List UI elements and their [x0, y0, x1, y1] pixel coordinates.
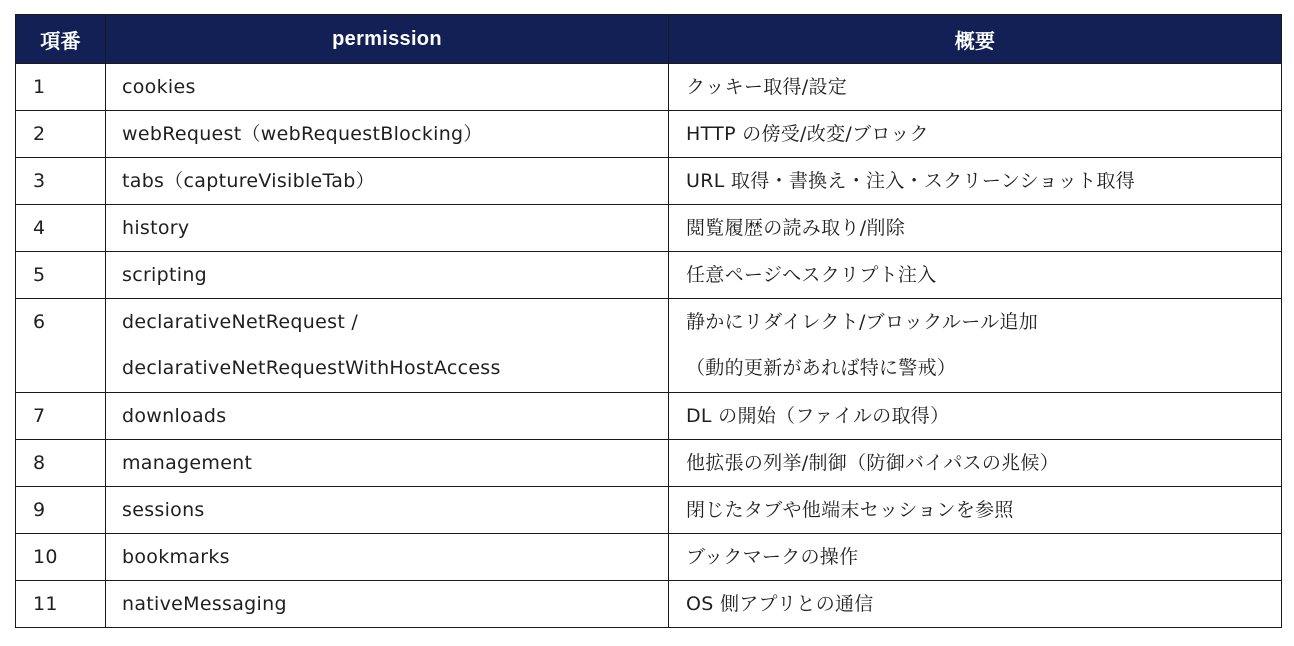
row-permission: management [106, 440, 669, 487]
row-number: 4 [16, 205, 106, 252]
row-number: 9 [16, 487, 106, 534]
row-summary: DL の開始（ファイルの取得） [669, 393, 1282, 440]
header-permission: permission [106, 15, 669, 64]
row-summary: URL 取得・書換え・注入・スクリーンショット取得 [669, 158, 1282, 205]
row-number: 7 [16, 393, 106, 440]
permissions-table [15, 14, 1282, 628]
row-permission: nativeMessaging [106, 581, 669, 628]
table-row [16, 487, 1282, 534]
row-permission [106, 299, 669, 393]
row-summary: クッキー取得/設定 [669, 64, 1282, 111]
row-number: 5 [16, 252, 106, 299]
table-row [16, 440, 1282, 487]
row-permission: bookmarks [106, 534, 669, 581]
row-number: 2 [16, 111, 106, 158]
row-summary: 閲覧履歴の読み取り/削除 [669, 205, 1282, 252]
row-permission: downloads [106, 393, 669, 440]
table-row [16, 252, 1282, 299]
permission-line: declarativeNetRequestWithHostAccess [122, 357, 501, 379]
row-permission: history [106, 205, 669, 252]
row-permission: scripting [106, 252, 669, 299]
row-summary [669, 299, 1282, 393]
row-summary: HTTP の傍受/改変/ブロック [669, 111, 1282, 158]
row-number: 8 [16, 440, 106, 487]
table-row [16, 581, 1282, 628]
row-permission: webRequest（webRequestBlocking） [106, 111, 669, 158]
row-number: 1 [16, 64, 106, 111]
row-number: 10 [16, 534, 106, 581]
table-row [16, 393, 1282, 440]
row-summary: 閉じたタブや他端末セッションを参照 [669, 487, 1282, 534]
table-row [16, 111, 1282, 158]
row-number: 11 [16, 581, 106, 628]
row-summary: 任意ページへスクリプト注入 [669, 252, 1282, 299]
summary-line: 静かにリダイレクト/ブロックルール追加 [686, 311, 1039, 333]
header-number: 項番 [16, 15, 106, 64]
row-summary: OS 側アプリとの通信 [669, 581, 1282, 628]
table-row [16, 158, 1282, 205]
row-number: 3 [16, 158, 106, 205]
header-summary: 概要 [669, 15, 1282, 64]
table-header [16, 15, 1282, 64]
header-row [16, 15, 1282, 64]
row-permission: cookies [106, 64, 669, 111]
row-summary: 他拡張の列挙/制御（防御バイパスの兆候） [669, 440, 1282, 487]
permission-line: declarativeNetRequest / [122, 311, 359, 333]
table-row [16, 64, 1282, 111]
table-body [16, 64, 1282, 628]
table-row [16, 205, 1282, 252]
row-permission: sessions [106, 487, 669, 534]
row-number: 6 [16, 299, 106, 393]
summary-line: （動的更新があれば特に警戒） [686, 357, 957, 379]
table-row [16, 299, 1282, 393]
row-permission: tabs（captureVisibleTab） [106, 158, 669, 205]
table-row [16, 534, 1282, 581]
row-summary: ブックマークの操作 [669, 534, 1282, 581]
